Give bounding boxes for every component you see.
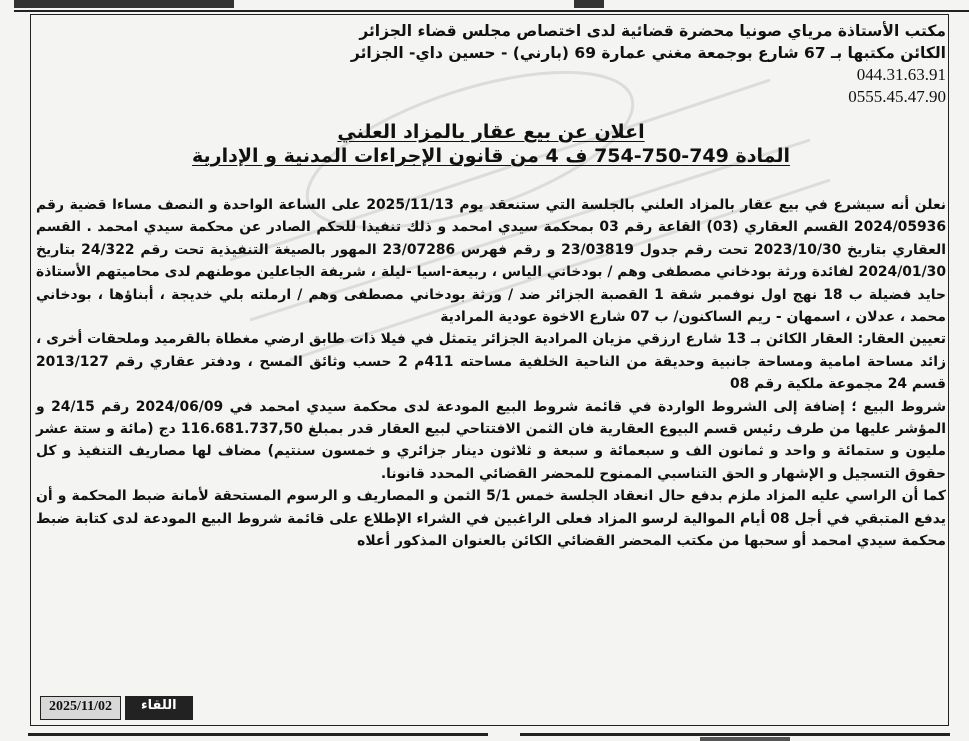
notice-title: اعلان عن بيع عقار بالمزاد العلني [337,121,645,143]
office-address: الكائن مكتبها بـ 67 شارع بوجمعة مغني عمارة 69 (بارني) - حسين داي- الجزائر [350,44,946,62]
paragraph-property-description: تعيين العقار: العقار الكائن بـ 13 شارع ارزقي مزيان المرادية الجزائر يتمثل في فيلا ذات طابق ارضي مغطاة بالقرميد وملحقات أخرى ، زائد مساحة امامية ومساحة جانبية وحديقة من الناحية الخلفية مساحته 411م 2 حسب وثائق المسح ، ودفتر عقاري رقم 2013/127 قسم 24 مجموعة ملكية رقم 08 [36,331,947,393]
notice-legal-reference: المادة 749-750-754 ف 4 من قانون الإجراءات المدنية و الإدارية [192,145,790,167]
paragraph-sale-conditions: شروط البيع ؛ إضافة إلى الشروط الواردة في قائمة شروط البيع المودعة لدى محكمة سيدي امحمد في 2024/06/09 رقم 24/15 و المؤشر عليها من طرف رئيس قسم البيوع العقارية فان الثمن الافتتاحي لبيع العقار قدر بمبلغ 116.681.737,50 دج (مائة و ستة عشر مليون و ستمائة و واحد و ثمانون الف و سبعمائة و سبعة و ثلاثون دينار جزائري و خمسون سنتيم) مضاف لها مصاريف التنفيذ و كل حقوق التسجيل و الإشهار و الحق التناسبي الممنوح للمحضر القضائي المحدد قانونا. [36,398,946,482]
footer-badges [40,696,193,720]
next-article-fragment [700,737,790,741]
top-rule-segment [574,0,604,8]
paragraph-payment-terms: كما أن الراسي عليه المزاد ملزم بدفع حال انعقاد الجلسة خمس 5/1 الثمن و المصاريف و الرسوم المستحقة لأمانة ضبط المحكمة و أن يدفع المتبقي في أجل 08 أيام الموالية لرسو المزاد فعلى الراغبين في الشراء الإطلاع على قائمة شروط البيع المودعة لدى كتابة ضبط محكمة سيدي امحمد أو سحبها من مكتب المحضر القضائي الكائن بالعنوان المذكور أعلاه [36,488,947,550]
top-rule [14,0,969,12]
notice-page [36,20,946,710]
newspaper-name: اللقاء [125,696,193,720]
publication-date: 2025/11/02 [40,696,121,720]
phone-mobile: 0555.45.47.90 [848,87,946,106]
bottom-rule [28,733,488,736]
notice-titles [36,120,946,168]
top-rule-segment [14,0,234,8]
phone-landline: 044.31.63.91 [856,65,946,84]
office-name: مكتب الأستاذة مرياي صونيا محضرة قضائية لدى اختصاص مجلس قضاء الجزائر [359,22,946,40]
notice-body [36,194,946,553]
bottom-rule [520,733,950,736]
paragraph-auction-details: نعلن أنه سيشرع في بيع عقار بالمزاد العلني بالجلسة التي ستنعقد يوم 2025/11/13 على الساعة الواحدة و النصف مساءا قضية رقم 2024/05936 القسم العقاري (03) القاعة رقم 03 بمحكمة سيدي امحمد و ذلك تنفيذا للحكم الصادر عن محكمة سيدي امحمد . القسم العقاري بتاريخ 2023/10/30 تحت رقم جدول 23/03819 و رقم فهرس 23/07286 المهور بالصيغة التنفيذية تحت رقم 24/322 بتاريخ 2024/01/30 لفائدة ورثة بودخاني مصطفى وهم / بودخاني الياس ، ربيعة-اسيا -ليلة ، شريفة الجاعلين موطنهم لدى محاميتهم الأستاذة حايد فضيلة ب 18 نهج اول نوفمبر شقة 1 القصبة الجزائر ضد / ورثة بودخاني مصطفى وهم / ارملته بلي خديجة ، أبناؤها ، بودخاني محمد ، عدلان ، اسمهان - ريم الساكنون/ ب 07 شارع الاخوة عودية المرادية [36,197,947,326]
